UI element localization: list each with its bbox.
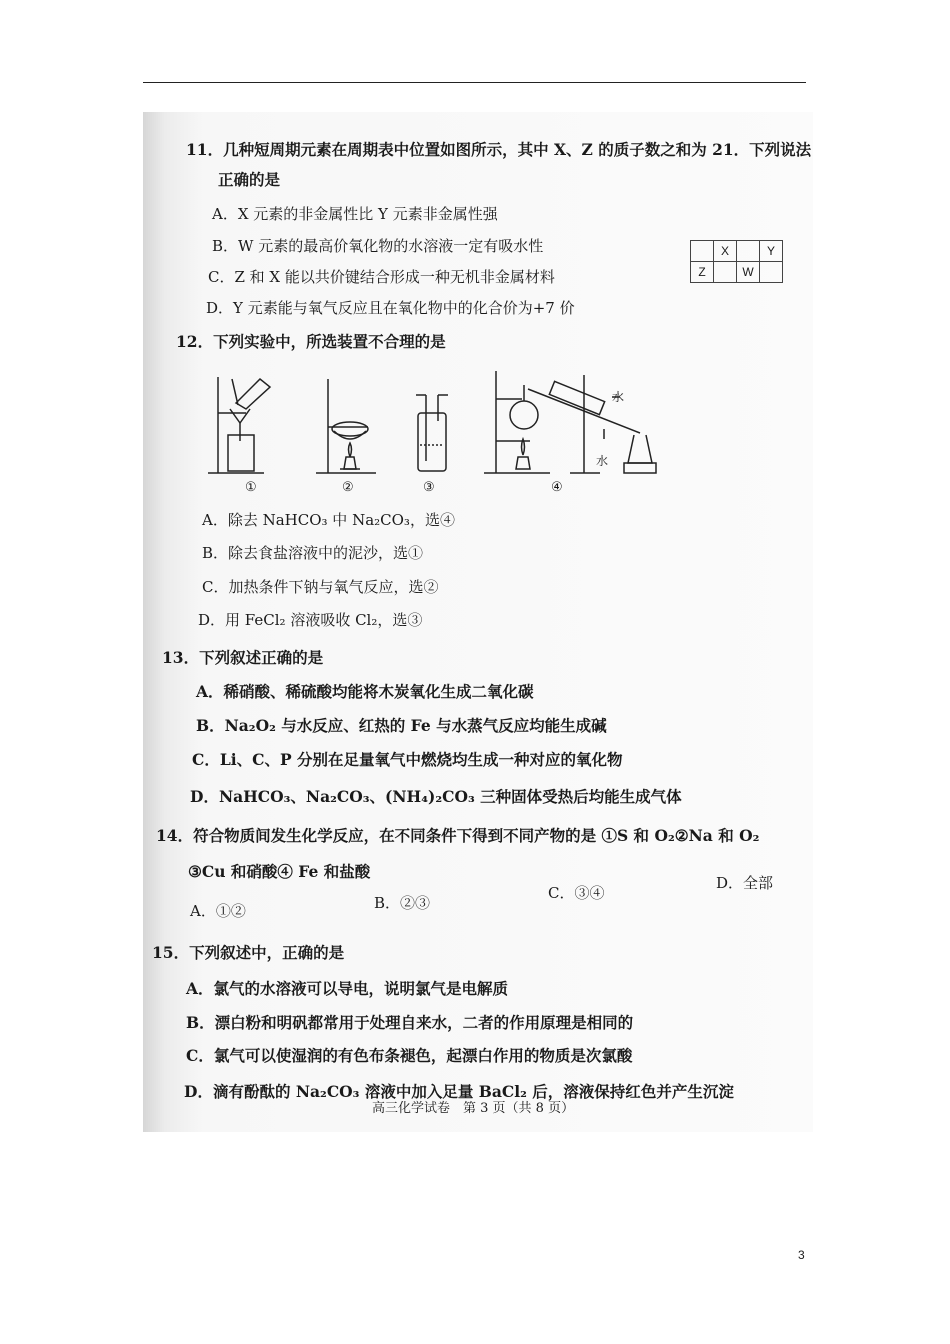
q12-option-d: D．用 FeCl₂ 溶液吸收 Cl₂，选③ bbox=[198, 611, 423, 629]
apparatus-3-gas-washing-bottle bbox=[416, 395, 448, 471]
q15-option-d: D．滴有酚酞的 Na₂CO₃ 溶液中加入足量 BaCl₂ 后，溶液保持红色并产生沉淀 bbox=[184, 1082, 734, 1101]
q13-option-a: A．稀硝酸、稀硫酸均能将木炭氧化生成二氧化碳 bbox=[196, 682, 534, 701]
q13-option-c: C．Li、C、P 分别在足量氧气中燃烧均生成一种对应的氧化物 bbox=[192, 750, 623, 769]
q14-option-b: B．②③ bbox=[374, 894, 431, 912]
apparatus-label-4: ④ bbox=[551, 480, 563, 495]
page-footer: 高三化学试卷 第 3 页（共 8 页） bbox=[372, 1101, 575, 1116]
page-number: 3 bbox=[798, 1248, 805, 1262]
q14-option-c: C．③④ bbox=[548, 884, 605, 902]
q11-option-d: D．Y 元素能与氧气反应且在氧化物中的化合价为+7 价 bbox=[206, 299, 575, 317]
q14-option-a: A．①② bbox=[190, 902, 246, 920]
q11-option-c: C．Z 和 X 能以共价键结合形成一种无机非金属材料 bbox=[208, 268, 555, 286]
water-outlet-label: 水 bbox=[612, 390, 625, 404]
q11-stem-line2: 正确的是 bbox=[218, 170, 281, 189]
q13-option-b: B．Na₂O₂ 与水反应、红热的 Fe 与水蒸气反应均能生成碱 bbox=[196, 716, 607, 735]
q13-option-d: D．NaHCO₃、Na₂CO₃、(NH₄)₂CO₃ 三种固体受热后均能生成气体 bbox=[190, 787, 682, 806]
q11-option-b: B．W 元素的最高价氧化物的水溶液一定有吸水性 bbox=[212, 237, 544, 255]
lab-apparatus-figure bbox=[200, 365, 670, 500]
q11-option-a: A．X 元素的非金属性比 Y 元素非金属性强 bbox=[212, 205, 498, 223]
apparatus-2-evaporation bbox=[316, 379, 376, 473]
q12-option-c: C．加热条件下钠与氧气反应，选② bbox=[202, 578, 439, 596]
cell-y: Y bbox=[760, 241, 783, 262]
apparatus-1-filtration bbox=[208, 377, 270, 473]
q14-stem-line2: ③Cu 和硝酸④ Fe 和盐酸 bbox=[188, 862, 371, 881]
q13-stem: 13．下列叙述正确的是 bbox=[162, 648, 324, 667]
apparatus-4-distillation bbox=[484, 371, 656, 473]
q14-option-d: D．全部 bbox=[716, 874, 774, 892]
apparatus-label-1: ① bbox=[245, 480, 257, 495]
periodic-table-fragment bbox=[690, 240, 783, 283]
q14-stem-line1: 14．符合物质间发生化学反应，在不同条件下得到不同产物的是 ①S 和 O₂②Na 和 O₂ bbox=[156, 826, 760, 845]
cell-w: W bbox=[737, 262, 760, 283]
q15-stem: 15．下列叙述中，正确的是 bbox=[152, 943, 345, 962]
q12-option-a: A．除去 NaHCO₃ 中 Na₂CO₃，选④ bbox=[202, 511, 455, 529]
q15-option-c: C．氯气可以使湿润的有色布条褪色，起漂白作用的物质是次氯酸 bbox=[186, 1046, 633, 1065]
apparatus-label-3: ③ bbox=[423, 480, 435, 495]
cell-z: Z bbox=[691, 262, 714, 283]
header-rule bbox=[143, 82, 806, 83]
apparatus-label-2: ② bbox=[342, 480, 354, 495]
q12-option-b: B．除去食盐溶液中的泥沙，选① bbox=[202, 544, 424, 562]
q15-option-a: A．氯气的水溶液可以导电，说明氯气是电解质 bbox=[186, 979, 509, 998]
cell-x: X bbox=[714, 241, 737, 262]
q12-stem: 12．下列实验中，所选装置不合理的是 bbox=[176, 332, 446, 351]
water-inlet-label: 水 bbox=[596, 454, 609, 468]
q15-option-b: B．漂白粉和明矾都常用于处理自来水，二者的作用原理是相同的 bbox=[186, 1013, 634, 1032]
q11-stem-line1: 11．几种短周期元素在周期表中位置如图所示，其中 X、Z 的质子数之和为 21．下列说法 bbox=[186, 140, 812, 159]
